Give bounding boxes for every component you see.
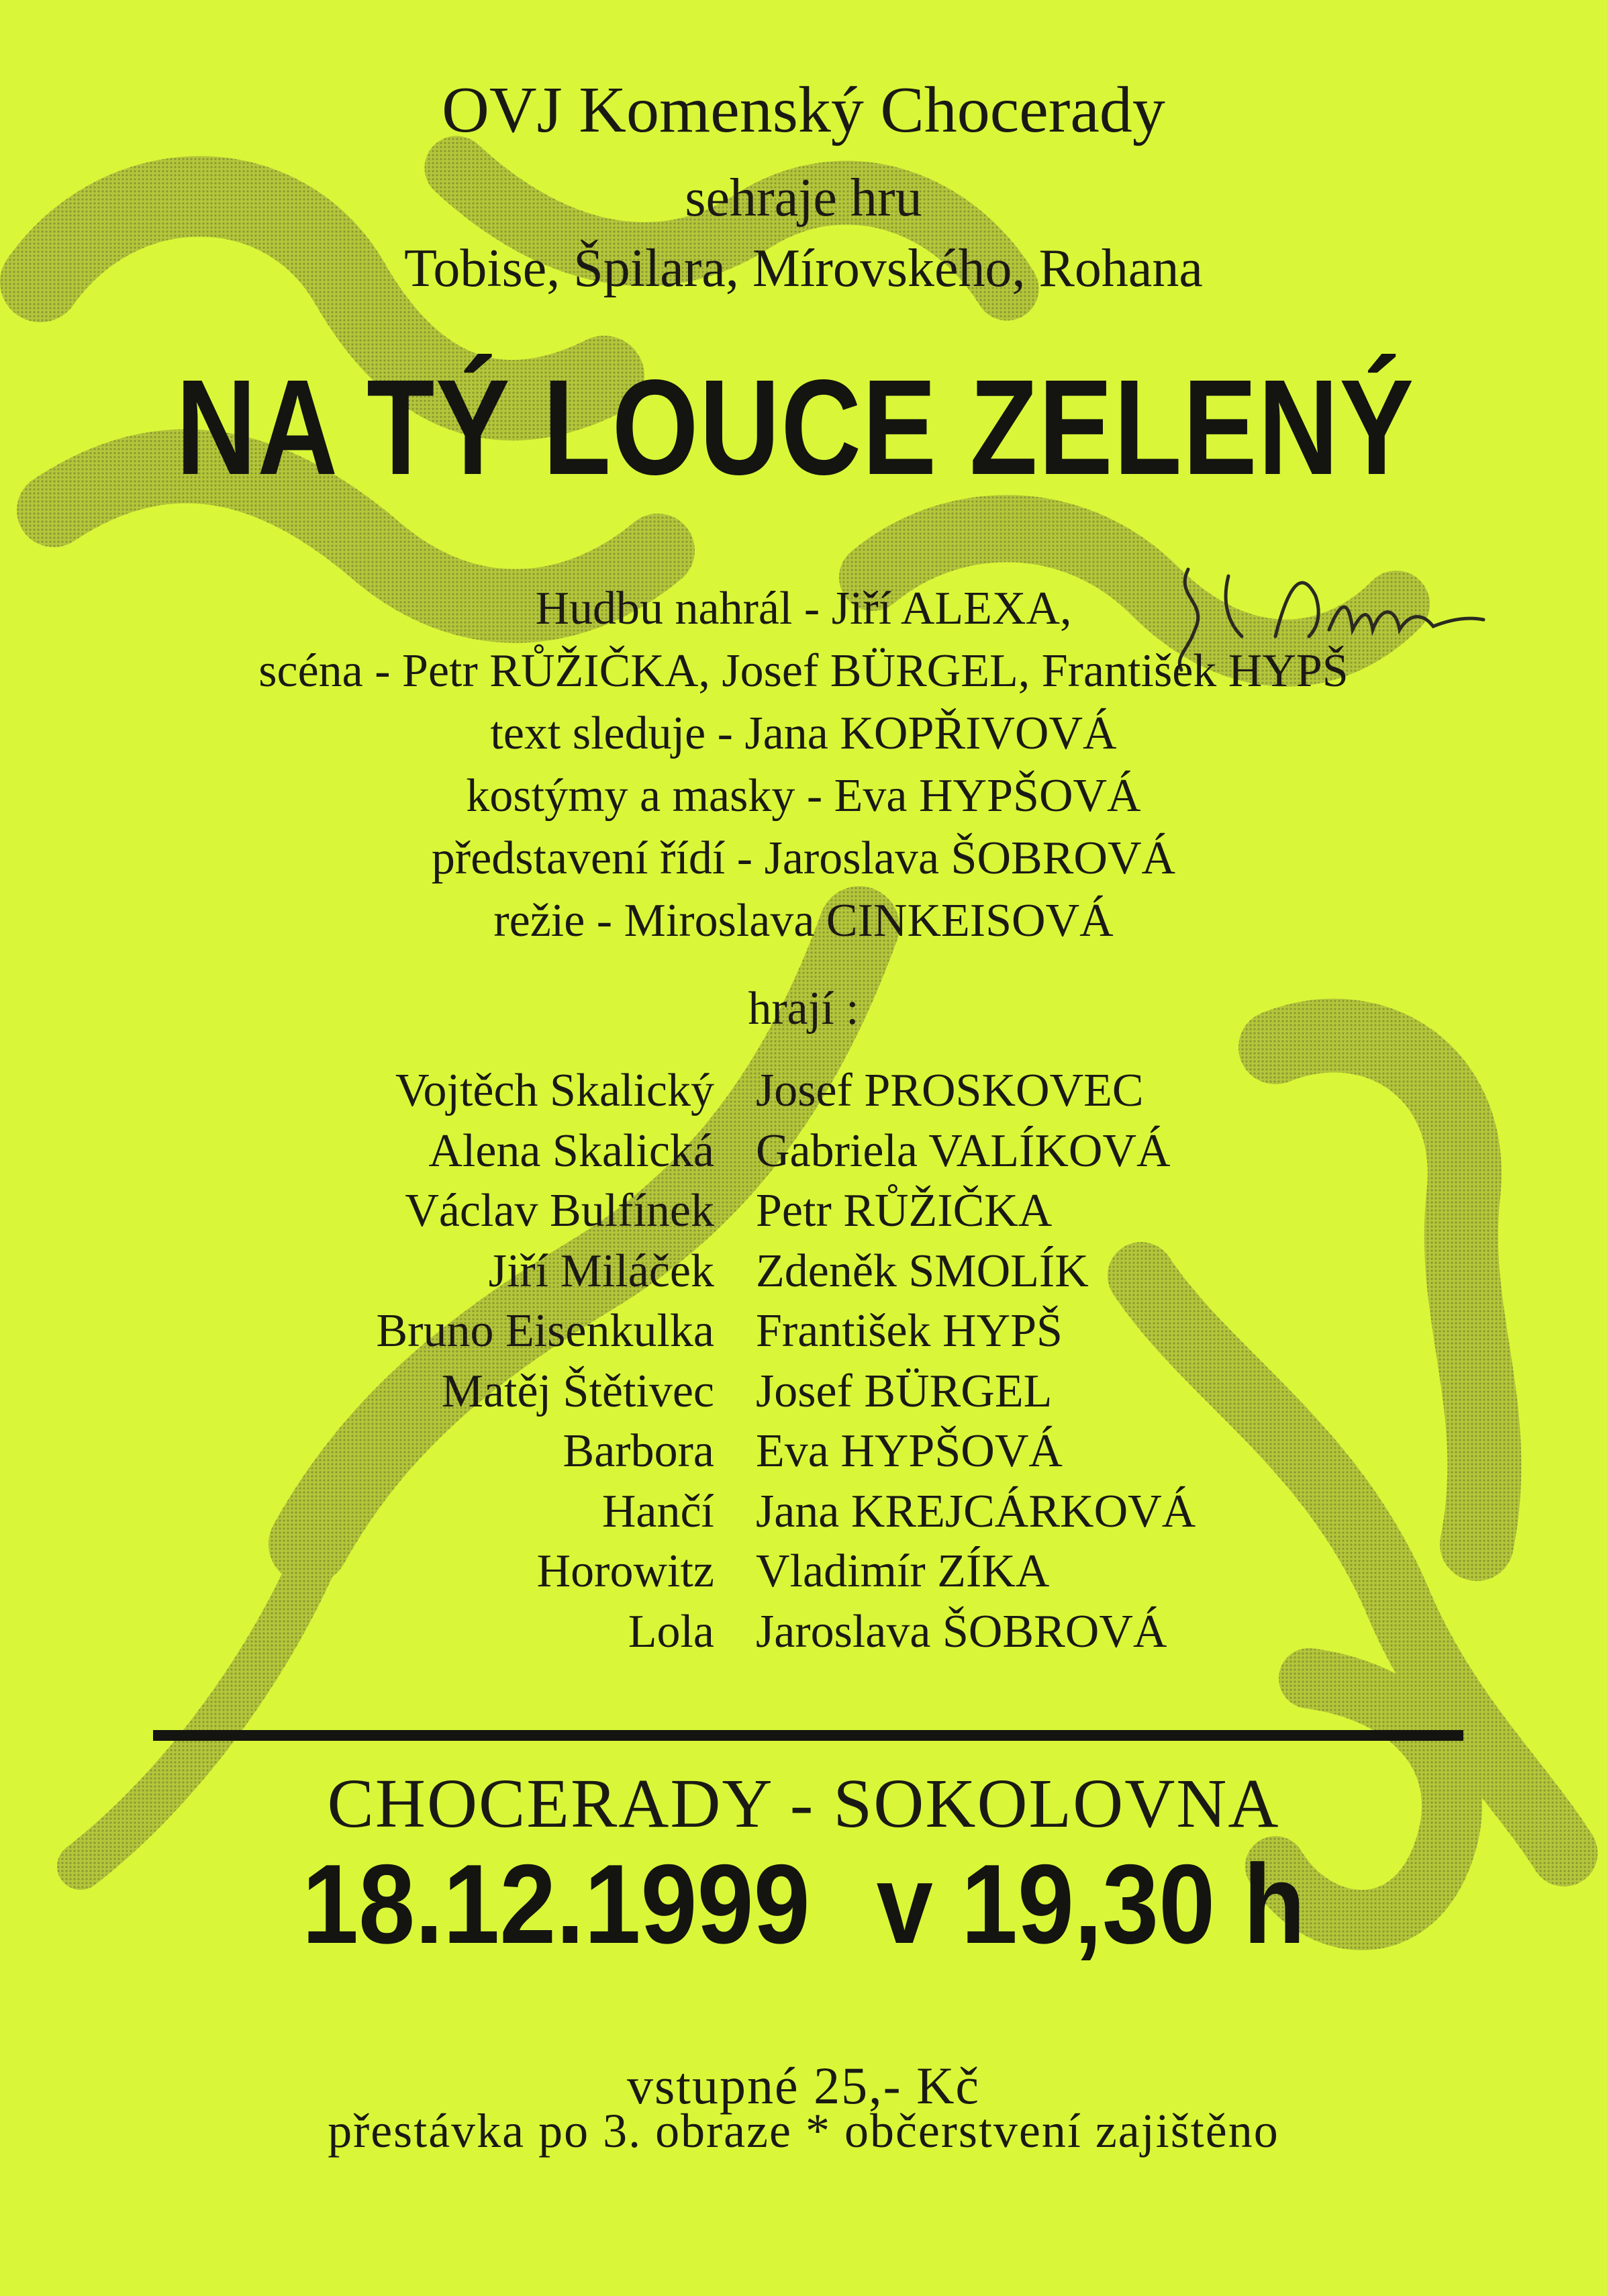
- cast-heading: hrají :: [748, 983, 859, 1035]
- role-name: Lola: [628, 1605, 714, 1658]
- cast-list: [0, 1061, 1607, 1662]
- cast-row: [0, 1061, 1607, 1121]
- crew-line: představení řídí - Jaroslava ŠOBROVÁ: [431, 832, 1176, 884]
- cast-row: [0, 1361, 1607, 1422]
- role-name: Václav Bulfínek: [405, 1185, 714, 1237]
- actor-name: Zdeněk SMOLÍK: [756, 1245, 1089, 1297]
- actor-name: Josef PROSKOVEC: [756, 1065, 1144, 1116]
- crew-line: kostýmy a masky - Eva HYPŠOVÁ: [466, 770, 1141, 822]
- crew-list: [0, 577, 1607, 952]
- role-name: Jiří Miláček: [488, 1245, 714, 1297]
- crew-line: text sleduje - Jana KOPŘIVOVÁ: [490, 708, 1117, 759]
- cast-row: [0, 1301, 1607, 1361]
- actor-name: František HYPŠ: [756, 1305, 1063, 1357]
- actor-name: Jaroslava ŠOBROVÁ: [756, 1605, 1167, 1658]
- intro-text: sehraje hru: [685, 169, 922, 228]
- cast-row: [0, 1602, 1607, 1662]
- role-name: Horowitz: [536, 1545, 714, 1597]
- date-time: [81, 1841, 1527, 1967]
- cast-row: [0, 1421, 1607, 1482]
- role-name: Alena Skalická: [428, 1125, 714, 1177]
- event-date: 18.12.1999: [302, 1841, 810, 1967]
- actor-name: Eva HYPŠOVÁ: [756, 1425, 1063, 1477]
- cast-row: [0, 1541, 1607, 1602]
- crew-line: režie - Miroslava CINKEISOVÁ: [493, 895, 1114, 947]
- divider: [153, 1730, 1463, 1741]
- role-name: Matěj Štětivec: [441, 1365, 714, 1417]
- cast-row: [0, 1482, 1607, 1542]
- role-name: Barbora: [563, 1425, 714, 1477]
- cast-row: [0, 1241, 1607, 1302]
- play-title: NA TÝ LOUCE ZELENÝ: [176, 351, 1415, 503]
- actor-name: Vladimír ZÍKA: [756, 1545, 1050, 1597]
- role-name: Bruno Eisenkulka: [376, 1305, 714, 1357]
- cast-row: [0, 1121, 1607, 1182]
- intermission-note: přestávka po 3. obraze * občerstvení zajištěno: [328, 2104, 1279, 2158]
- actor-name: Josef BÜRGEL: [756, 1365, 1053, 1417]
- actor-name: Petr RŮŽIČKA: [756, 1185, 1053, 1237]
- cast-row: [0, 1181, 1607, 1241]
- role-name: Hančí: [601, 1485, 714, 1537]
- crew-line: Hudbu nahrál - Jiří ALEXA,: [535, 583, 1072, 634]
- role-name: Vojtěch Skalický: [395, 1065, 714, 1116]
- admission: vstupné 25,- Kč: [626, 2056, 981, 2115]
- crew-line: scéna - Petr RŮŽIČKA, Josef BÜRGEL, František HYPŠ: [258, 645, 1349, 697]
- organizer: OVJ Komenský Chocerady: [442, 74, 1165, 146]
- actor-name: Gabriela VALÍKOVÁ: [756, 1125, 1171, 1177]
- event-time: v 19,30 h: [876, 1841, 1306, 1967]
- actor-name: Jana KREJCÁRKOVÁ: [756, 1485, 1196, 1537]
- venue: CHOCERADY - SOKOLOVNA: [327, 1765, 1280, 1842]
- authors: Tobise, Špilara, Mírovského, Rohana: [404, 239, 1203, 298]
